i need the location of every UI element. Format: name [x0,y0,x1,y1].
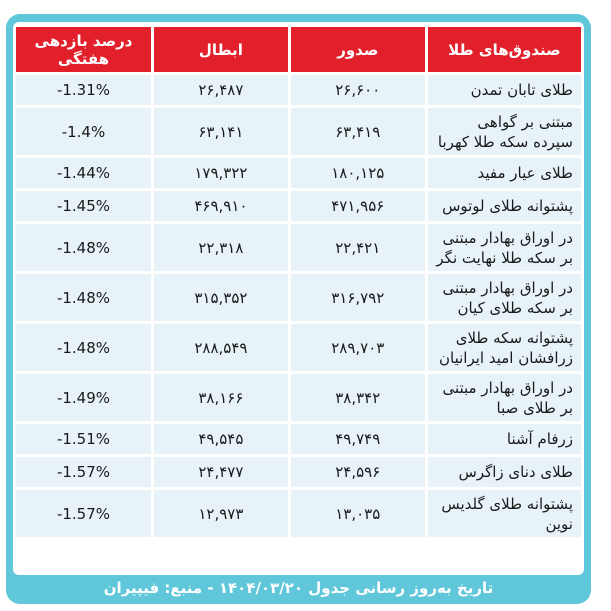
weekly-return: -1.51% [16,424,151,454]
fund-name: طلای عیار مفید [428,158,581,188]
issue-price: ۱۳,۰۳۵ [291,490,425,537]
header-row [16,27,581,72]
fund-name: پشتوانه طلای لوتوس [428,191,581,221]
fund-name: پشتوانه سکه طلای زرافشان امید ایرانیان [428,324,581,371]
table-row [16,457,581,487]
redeem-price: ۲۴,۴۷۷ [154,457,288,487]
fund-name: در اوراق بهادار مبتنی بر سکه طلای کیان [428,274,581,321]
fund-name: در اوراق بهادار مبتنی بر سکه طلا نهایت نگر [428,224,581,271]
fund-name: طلای تابان تمدن [428,75,581,105]
weekly-return: -1.48% [16,274,151,321]
weekly-return: -1.44% [16,158,151,188]
weekly-return: -1.31% [16,75,151,105]
redeem-price: ۳۸,۱۶۶ [154,374,288,421]
redeem-price: ۲۶,۴۸۷ [154,75,288,105]
table-row [16,490,581,537]
redeem-price: ۱۷۹,۳۲۲ [154,158,288,188]
issue-price: ۲۸۹,۷۰۳ [291,324,425,371]
header-weekly-return: درصد بازدهی هفتگی [16,27,151,72]
redeem-price: ۳۱۵,۳۵۲ [154,274,288,321]
table-frame [6,14,591,604]
weekly-return: -1.48% [16,324,151,371]
issue-price: ۳۱۶,۷۹۲ [291,274,425,321]
table-row [16,324,581,371]
weekly-return: -1.57% [16,457,151,487]
table-row [16,191,581,221]
table-row [16,274,581,321]
fund-name: زرفام آشنا [428,424,581,454]
header-issue: صدور [291,27,425,72]
weekly-return: -1.57% [16,490,151,537]
header-redeem: ابطال [154,27,288,72]
table-row [16,224,581,271]
issue-price: ۶۳,۴۱۹ [291,108,425,155]
table-container [13,22,584,575]
gold-funds-table [13,24,584,540]
table-row [16,158,581,188]
issue-price: ۱۸۰,۱۲۵ [291,158,425,188]
redeem-price: ۴۹,۵۴۵ [154,424,288,454]
weekly-return: -1.4% [16,108,151,155]
issue-price: ۴۷۱,۹۵۶ [291,191,425,221]
table-row [16,108,581,155]
redeem-price: ۱۲,۹۷۳ [154,490,288,537]
redeem-price: ۲۸۸,۵۴۹ [154,324,288,371]
weekly-return: -1.48% [16,224,151,271]
redeem-price: ۴۶۹,۹۱۰ [154,191,288,221]
fund-name: طلای دنای زاگرس [428,457,581,487]
fund-name: پشتوانه طلای گلدیس نوین [428,490,581,537]
fund-name: مبتنی بر گواهی سپرده سکه طلا کهربا [428,108,581,155]
issue-price: ۲۲,۴۲۱ [291,224,425,271]
issue-price: ۳۸,۳۴۲ [291,374,425,421]
table-row [16,424,581,454]
issue-price: ۴۹,۷۴۹ [291,424,425,454]
table-row [16,374,581,421]
header-fund: صندوق‌های طلا [428,27,581,72]
issue-price: ۲۶,۶۰۰ [291,75,425,105]
redeem-price: ۲۲,۳۱۸ [154,224,288,271]
table-row [16,75,581,105]
weekly-return: -1.45% [16,191,151,221]
weekly-return: -1.49% [16,374,151,421]
redeem-price: ۶۳,۱۴۱ [154,108,288,155]
source-footer: تاریخ به‌روز رسانی جدول ۱۴۰۴/۰۳/۲۰ - منبع: فیپیران [103,579,494,597]
issue-price: ۲۴,۵۹۶ [291,457,425,487]
fund-name: در اوراق بهادار مبتنی بر طلای صبا [428,374,581,421]
